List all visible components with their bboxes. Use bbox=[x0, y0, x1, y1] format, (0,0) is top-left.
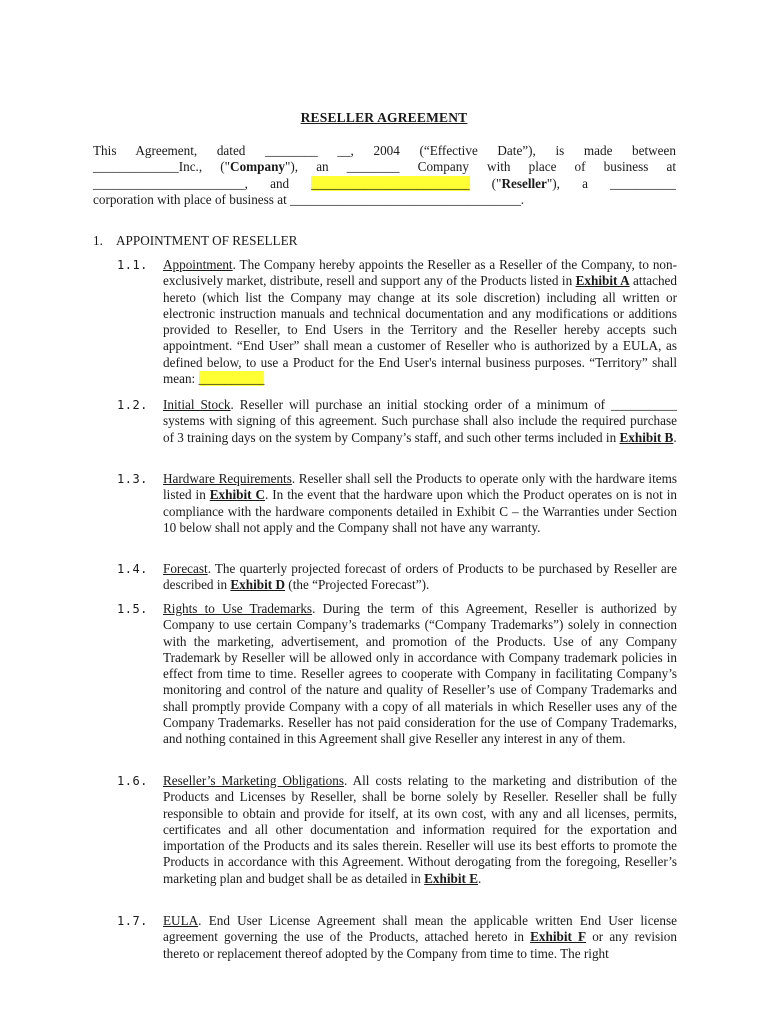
clause-text: (the “Projected Forecast”). bbox=[285, 577, 430, 593]
clause-text: . Reseller will purchase an initial stocking order of a minimum of __________ systems with signing of this agreement. Such purchase shall also include the required purchase of 3 training days on the system by Company’s staff, and such other terms included in bbox=[163, 397, 677, 445]
clause-body bbox=[163, 773, 677, 887]
clause-heading: Reseller’s Marketing Obligations bbox=[163, 773, 344, 788]
section-title: APPOINTMENT OF RESELLER bbox=[116, 233, 298, 248]
company-term: Company bbox=[230, 159, 286, 175]
territory-blank: __________ bbox=[198, 371, 265, 387]
clause-number: 1.4. bbox=[117, 562, 148, 576]
exhibit-reference: Exhibit F bbox=[530, 929, 587, 945]
clause-text: . End User License Agreement shall mean the applicable written End User license agreement governing the use of the Products, attached hereto in bbox=[163, 913, 677, 945]
clause-text: . All costs relating to the marketing and distribution of the Products and Licenses by Reseller, shall be borne solely by Reseller. Reseller shall be fully responsible to obtain and provide for itself, at its own cost, with any and all licenses, permits, certificates and all other documentation and information required for the exportation and importation of the Products and its sales therein. Reseller will use its best efforts to promote the Products in accordance with this Agreement. Without derogating from the foregoing, Reseller’s marketing plan and budget shall be as detailed in bbox=[163, 773, 677, 886]
exhibit-reference: Exhibit C bbox=[209, 487, 266, 503]
intro-line-1 bbox=[93, 143, 676, 159]
intro-text: "), an ________ Company with place of business at bbox=[285, 159, 676, 175]
clause-heading: EULA bbox=[163, 913, 199, 928]
intro-text: "), a __________ bbox=[546, 175, 676, 191]
clause-heading: Hardware Requirements bbox=[163, 471, 292, 486]
clause-heading: Appointment bbox=[163, 257, 233, 272]
intro-text: _____________Inc., (" bbox=[93, 159, 231, 175]
clause-text: . bbox=[478, 870, 482, 886]
exhibit-reference: Exhibit E bbox=[424, 870, 478, 886]
exhibit-reference: Exhibit B bbox=[619, 429, 674, 445]
clause-text: . The quarterly projected forecast of orders of Products to be purchased by Reseller are described in bbox=[163, 561, 677, 593]
section-number: 1. bbox=[93, 233, 103, 248]
clause-heading: Rights to Use Trademarks bbox=[163, 601, 313, 616]
reseller-name-blank: ________________________ bbox=[311, 175, 470, 191]
intro-text: This Agreement, dated ________ __, 2004 (“Effective Date”), is made between bbox=[93, 143, 676, 158]
exhibit-reference: Exhibit D bbox=[230, 577, 285, 593]
document-title: RESELLER AGREEMENT bbox=[300, 110, 468, 125]
clause-number: 1.7. bbox=[117, 914, 148, 928]
clause-text: . Reseller shall sell the Products to operate only with the hardware items listed in bbox=[163, 471, 677, 503]
clause-text: or any revision thereto or replacement thereof adopted by the Company from time to time. The right bbox=[163, 929, 677, 961]
intro-text: (" bbox=[469, 175, 502, 191]
intro-text: _______________________, and bbox=[93, 175, 312, 191]
clause-text: . bbox=[673, 429, 677, 445]
clause-text: . The Company hereby appoints the Reseller as a Reseller of the Company, to non-exclusively market, distribute, resell and support any of the Products listed in bbox=[163, 257, 677, 289]
clause-number: 1.2. bbox=[117, 398, 148, 412]
clause-body bbox=[163, 257, 677, 387]
clause-text: . In the event that the hardware upon which the Product operates on is not in compliance with the hardware components detailed in Exhibit C – the Warranties under Section 10 below shall not apply and the Company shall not have any warranty. bbox=[163, 487, 677, 535]
clause-heading: Initial Stock bbox=[163, 397, 231, 412]
clause-body bbox=[163, 913, 677, 962]
intro-line-2 bbox=[93, 159, 676, 175]
clause-body bbox=[163, 561, 677, 594]
intro-line-4 bbox=[93, 192, 676, 208]
clause-number: 1.3. bbox=[117, 472, 148, 486]
exhibit-reference: Exhibit A bbox=[575, 273, 630, 289]
clause-body bbox=[163, 397, 677, 446]
clause-body bbox=[163, 471, 677, 536]
clause-text: attached hereto (which list the Company may change at its sole discretion) including all written or electronic instruction manuals and technical documentation and any modifications or additions provided to Reseller, to End Users in the Territory and the Reseller hereby accepts such appointment. “End User” shall mean a customer of Reseller who is authorized by a EULA, as defined below, to use a Product for the End User's internal business purposes. “Territory” shall mean: bbox=[163, 273, 677, 387]
reseller-term: Reseller bbox=[501, 175, 547, 191]
clause-heading: Forecast bbox=[163, 561, 208, 576]
intro-text: corporation with place of business at ___________________________________. bbox=[93, 191, 525, 207]
clause-number: 1.6. bbox=[117, 774, 148, 788]
section-1-heading bbox=[93, 233, 297, 249]
clause-number: 1.5. bbox=[117, 602, 148, 616]
clause-text: . During the term of this Agreement, Reseller is authorized by Company to use certain Company’s trademarks (“Company Trademarks”) solely in connection with the marketing, advertisement, and promotion of the Products. Use of any Company Trademark by Reseller will be allowed only in accordance with Company trademark policies in effect from time to time. Reseller agrees to cooperate with Company in facilitating Company’s monitoring and control of the nature and quality of Reseller’s use of Company Trademarks and shall promptly provide Company with a copy of all materials in which Reseller uses any of the Company Trademarks. Reseller has not paid consideration for the use of Company Trademarks, and nothing contained in this Agreement shall give Reseller any interest in any of them. bbox=[163, 601, 677, 747]
intro-paragraph bbox=[93, 143, 676, 208]
clause-number: 1.1. bbox=[117, 258, 148, 272]
intro-line-3 bbox=[93, 176, 676, 192]
clause-body bbox=[163, 601, 677, 748]
